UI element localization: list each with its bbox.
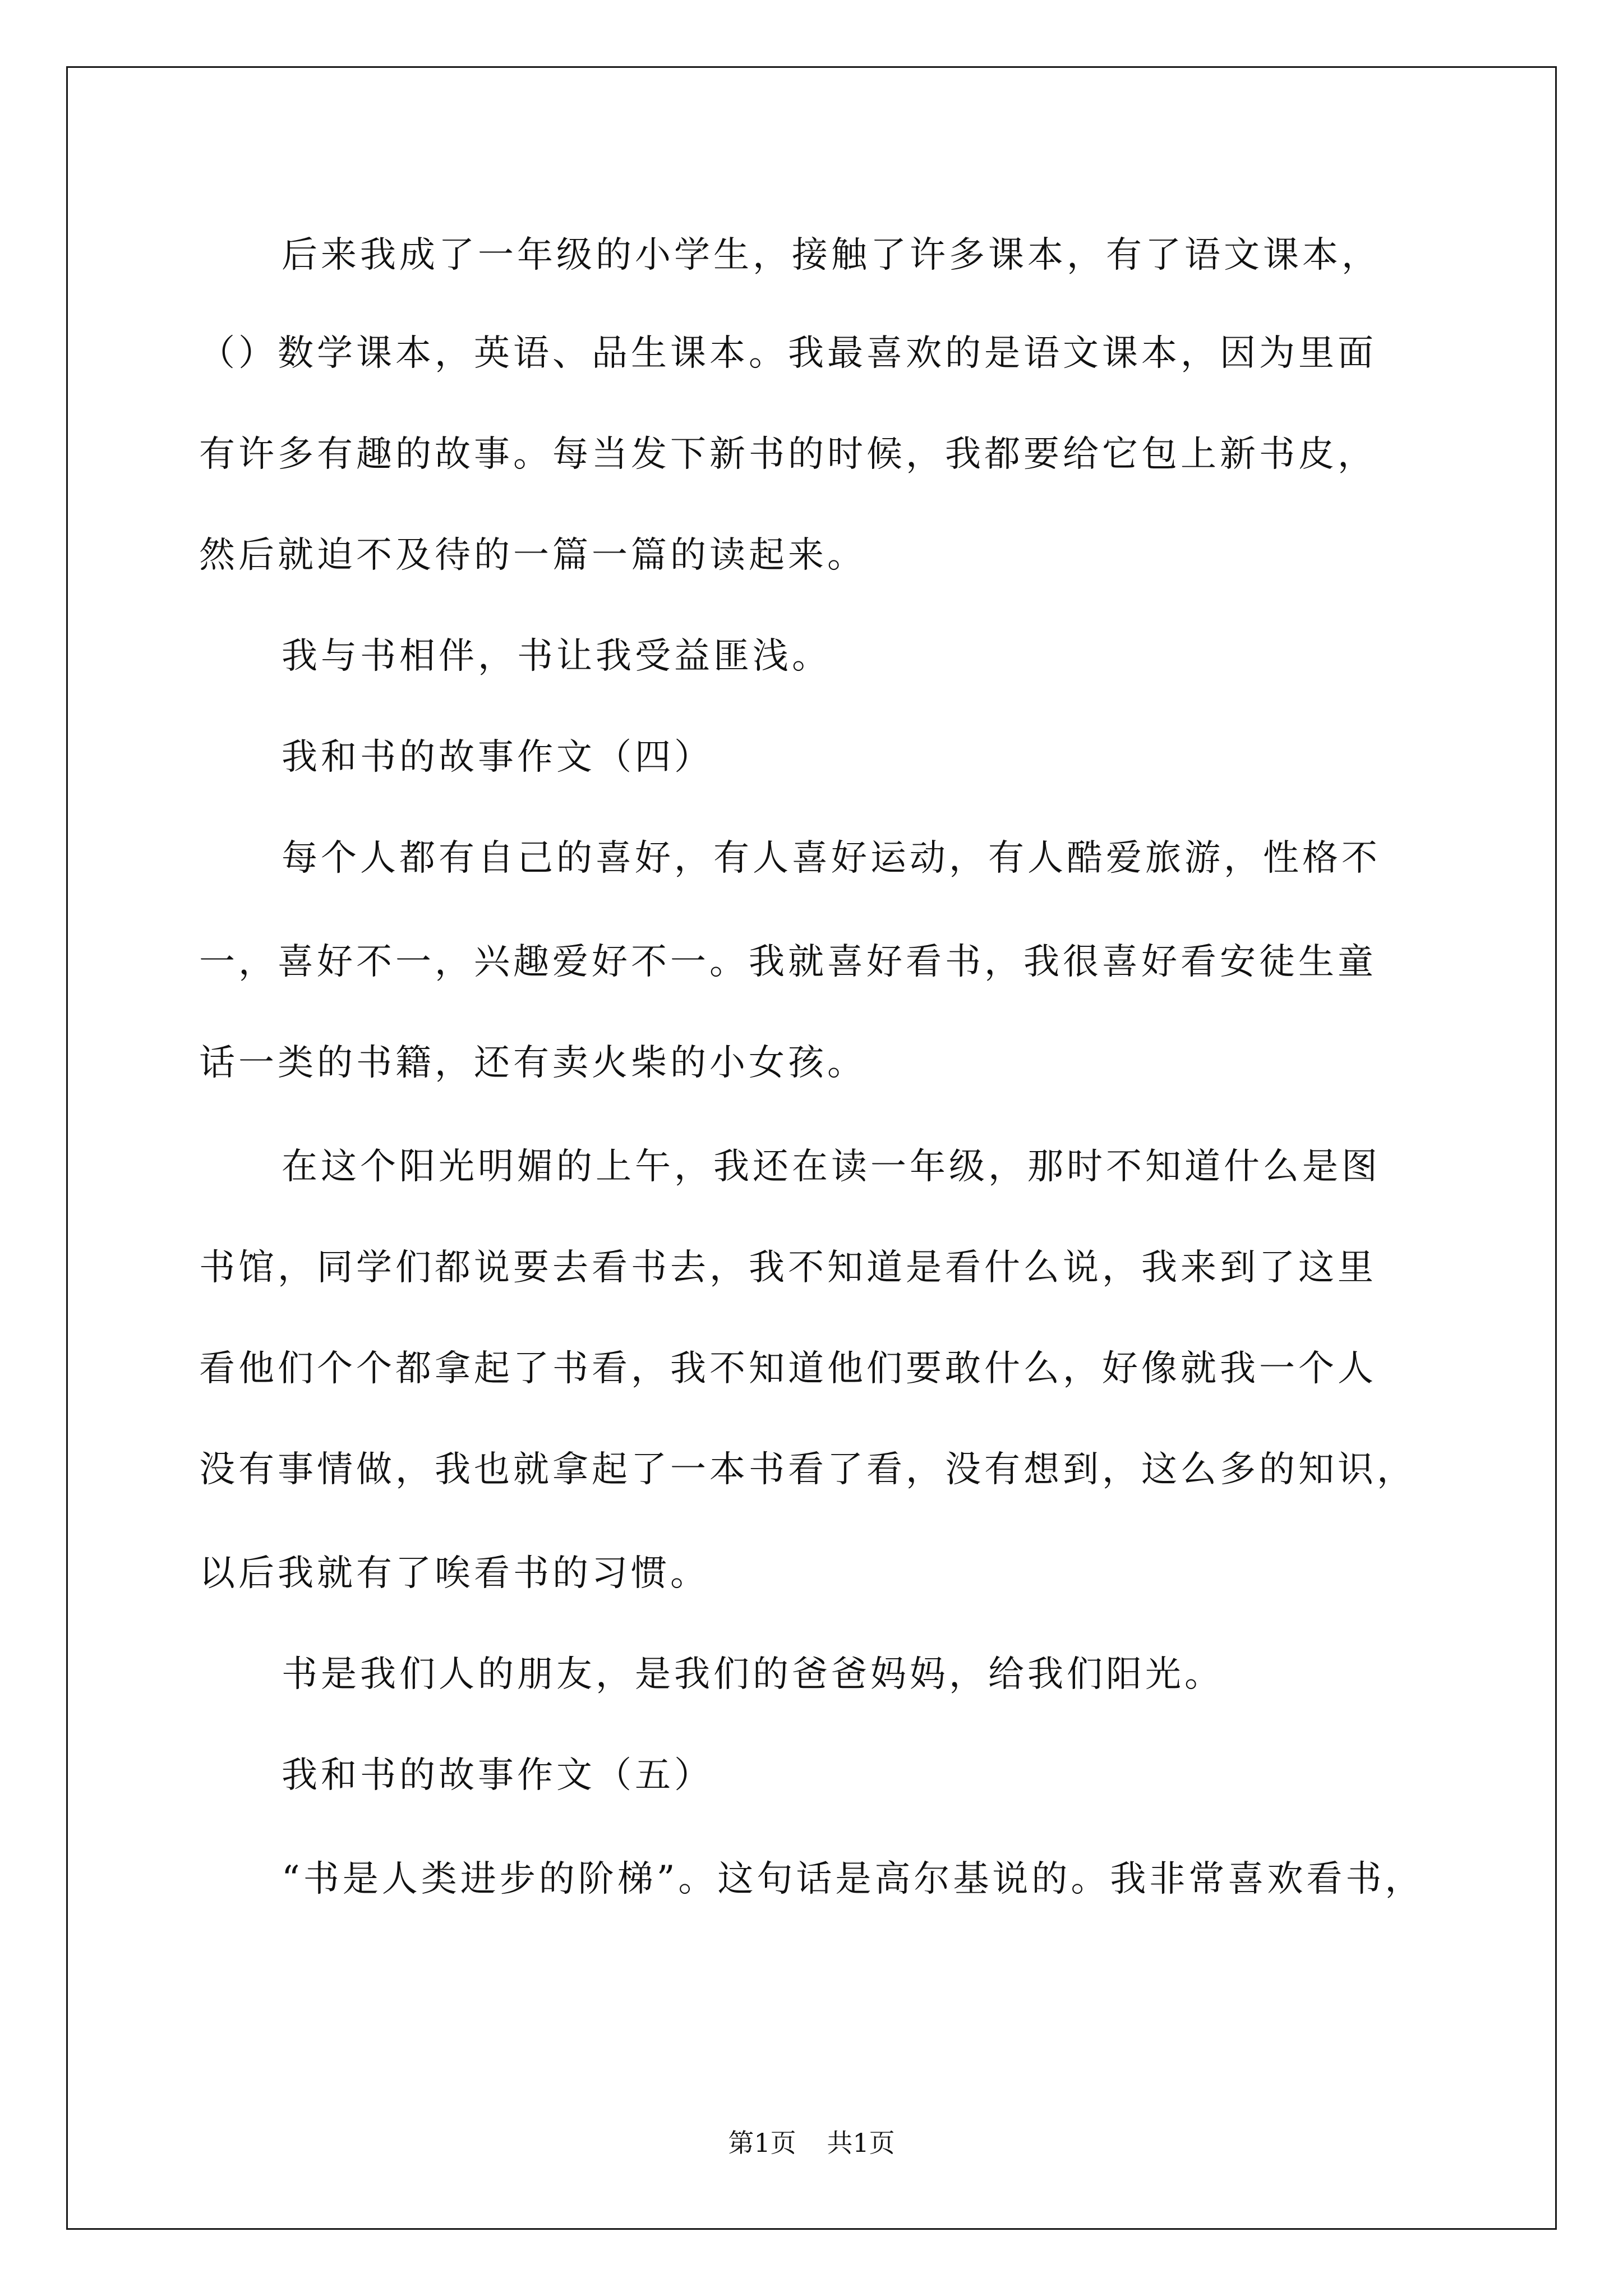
text-line: 书是我们人的朋友，是我们的爸爸妈妈，给我们阳光。 [282, 1654, 1224, 1695]
text-line: 一，喜好不一，兴趣爱好不一。我就喜好看书，我很喜好看安徒生童 [199, 941, 1377, 983]
page-footer [0, 2126, 1623, 2160]
section-heading: 我和书的故事作文（五） [282, 1755, 713, 1796]
text-line: 每个人都有自己的喜好，有人喜好运动，有人酷爱旅游，性格不 [282, 838, 1381, 879]
text-line: 我与书相伴，书让我受益匪浅。 [282, 636, 831, 677]
section-heading: 我和书的故事作文（四） [282, 737, 713, 778]
text-line: 话一类的书籍，还有卖火柴的小女孩。 [199, 1042, 866, 1084]
page-total: 共1页 [827, 2128, 895, 2158]
text-line: 在这个阳光明媚的上午，我还在读一年级，那时不知道什么是图 [282, 1146, 1381, 1188]
text-line: 有许多有趣的故事。每当发下新书的时候，我都要给它包上新书皮， [199, 434, 1377, 475]
text-line: 然后就迫不及待的一篇一篇的读起来。 [199, 535, 866, 576]
page-number: 第1页 [728, 2128, 796, 2158]
text-line: 看他们个个都拿起了书看，我不知道他们要敢什么，好像就我一个人 [199, 1348, 1377, 1389]
text-line: “书是人类进步的阶梯”。这句话是高尔基说的。我非常喜欢看书， [282, 1858, 1424, 1900]
text-line: 以后我就有了唉看书的习惯。 [199, 1553, 709, 1594]
text-line: 书馆，同学们都说要去看书去，我不知道是看什么说，我来到了这里 [199, 1247, 1377, 1289]
text-line: 后来我成了一年级的小学生，接触了许多课本，有了语文课本， [282, 234, 1381, 276]
text-line: （）数学课本，英语、品生课本。我最喜欢的是语文课本，因为里面 [199, 333, 1377, 374]
text-line: 没有事情做，我也就拿起了一本书看了看，没有想到，这么多的知识， [199, 1449, 1416, 1490]
